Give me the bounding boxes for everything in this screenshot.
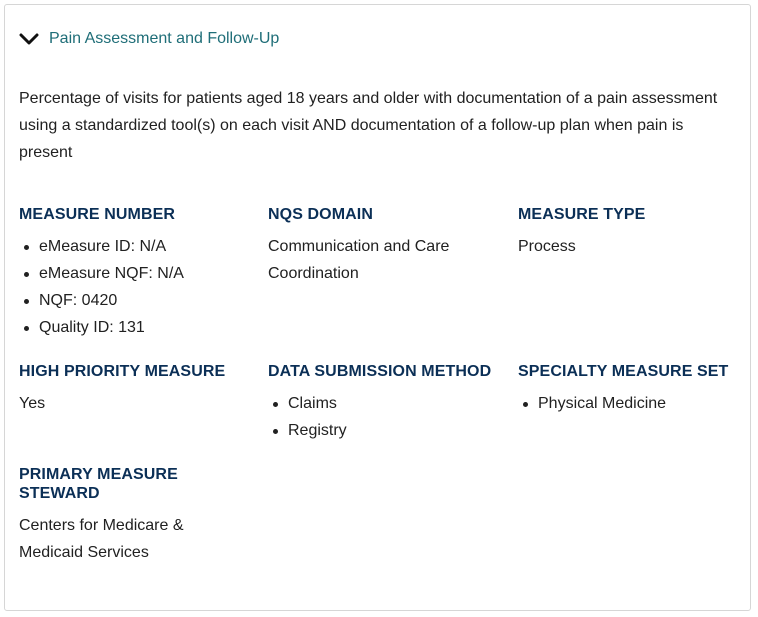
data-submission-list: [268, 390, 503, 444]
list-item: Registry: [268, 417, 503, 444]
list-item: eMeasure ID: N/A: [19, 233, 254, 260]
nqs-domain-value: Communication and Care: [268, 238, 450, 255]
measure-card: [4, 4, 751, 611]
measure-number-section: [19, 205, 254, 341]
measure-number-list: [19, 233, 254, 341]
high-priority-section: [19, 362, 254, 417]
measure-type-section: [518, 205, 753, 260]
chevron-down-icon: [19, 29, 39, 49]
specialty-set-list: [518, 390, 748, 417]
data-submission-label: DATA SUBMISSION METHOD: [268, 363, 492, 380]
high-priority-value: Yes: [19, 395, 46, 412]
specialty-set-label: SPECIALTY MEASURE SET: [518, 363, 729, 380]
measure-description: Percentage of visits for patients aged 18 years and older with documentation of a pain assessment using a standardized tool(s) on each visit AND documentation of a follow-up plan when pain is present: [19, 90, 718, 161]
list-item: Quality ID: 131: [19, 314, 254, 341]
accordion-toggle[interactable]: [19, 27, 279, 51]
measure-type-value: Process: [518, 238, 576, 255]
list-item: eMeasure NQF: N/A: [19, 260, 254, 287]
data-submission-section: [268, 362, 503, 444]
specialty-set-section: [518, 362, 748, 417]
primary-steward-label-cont: STEWARD: [19, 485, 100, 502]
list-item: NQF: 0420: [19, 287, 254, 314]
nqs-domain-label: NQS DOMAIN: [268, 206, 373, 223]
primary-steward-value: Centers for Medicare &: [19, 517, 184, 534]
nqs-domain-section: [268, 205, 503, 287]
list-item: Claims: [268, 390, 503, 417]
high-priority-label: HIGH PRIORITY MEASURE: [19, 363, 226, 380]
list-item: Physical Medicine: [518, 390, 748, 417]
primary-steward-label: PRIMARY MEASURE: [19, 466, 178, 483]
accordion-title[interactable]: Pain Assessment and Follow-Up: [49, 30, 280, 47]
primary-steward-section: [19, 465, 254, 566]
primary-steward-value-cont: Medicaid Services: [19, 544, 149, 561]
measure-number-label: MEASURE NUMBER: [19, 206, 176, 223]
nqs-domain-value-cont: Coordination: [268, 265, 359, 282]
measure-type-label: MEASURE TYPE: [518, 206, 646, 223]
